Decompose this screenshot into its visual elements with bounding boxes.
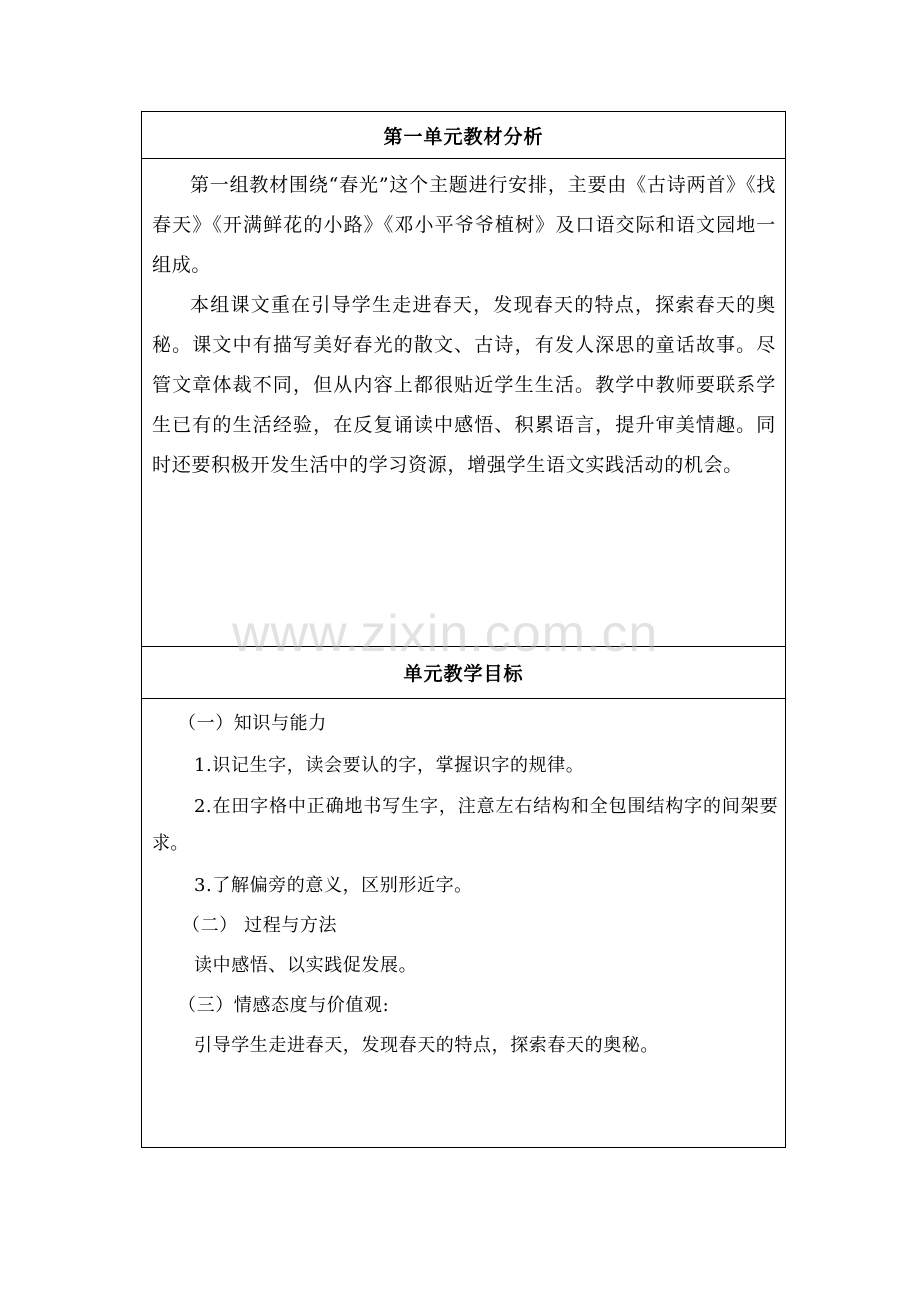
emotion-text: 引导学生走进春天，发现春天的特点，探索春天的奥秘。 [194, 1035, 659, 1056]
section1-title: 第一单元教材分析 [383, 125, 544, 148]
section1-body [142, 159, 785, 647]
section2-body [142, 699, 785, 1147]
knowledge-heading: （一）知识与能力 [178, 713, 327, 734]
section1-header [142, 112, 785, 159]
objective-item-2: 2.在田字格中正确地书写生字，注意左右结构和全包围结构字的间架要求。 [152, 796, 778, 854]
watermark: www.zixin.com.cn [232, 605, 659, 663]
process-text: 读中感悟、以实践促发展。 [194, 955, 418, 976]
objective-item-3: 3.了解偏旁的意义，区别形近字。 [194, 875, 473, 896]
emotion-heading: （三）情感态度与价值观: [178, 995, 390, 1016]
section2-header [142, 647, 785, 699]
section1-paragraph-1: 第一组教材围绕“春光”这个主题进行安排，主要由《古诗两首》《找春天》《开满鲜花的小路》《邓小平爷爷植树》及口语交际和语文园地一组成。 [152, 174, 776, 276]
section1-paragraph-2: 本组课文重在引导学生走进春天，发现春天的特点，探索春天的奥秘。课文中有描写美好春光的散文、古诗，有发人深思的童话故事。尽管文章体裁不同，但从内容上都很贴近学生生活。教学中教师要联系学生已有的生活经验，在反复诵读中感悟、积累语言，提升审美情趣。同时还要积极开发生活中的学习资源，增强学生语文实践活动的机会。 [152, 294, 776, 476]
objective-item-1: 1.识记生字，读会要认的字，掌握识字的规律。 [194, 755, 585, 776]
document-table [141, 111, 786, 1148]
process-heading: （二） 过程与方法 [182, 915, 338, 936]
section2-title: 单元教学目标 [403, 663, 524, 685]
